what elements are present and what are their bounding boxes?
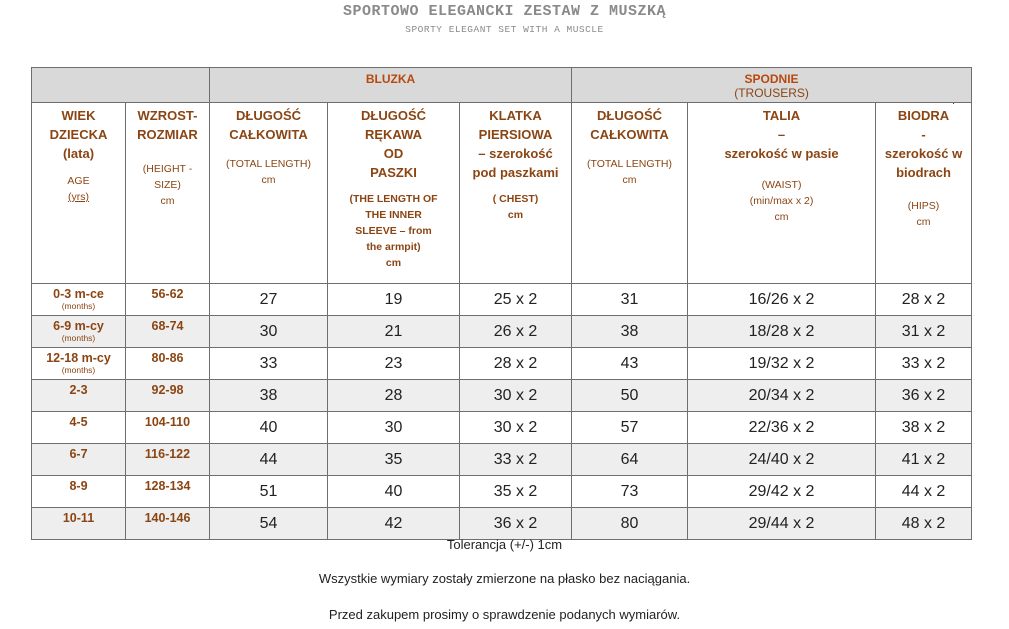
header-height-l2: ROZMIAR [137, 127, 198, 142]
header-trousers-length-s1: (TOTAL LENGTH) [587, 158, 673, 170]
hips-cell: 41 x 2 [876, 444, 972, 476]
header-sleeve-s3: SLEEVE – from [355, 225, 432, 237]
hips-cell: 48 x 2 [876, 508, 972, 540]
chest-cell: 33 x 2 [460, 444, 572, 476]
header-waist-l3: szerokość w pasie [724, 146, 839, 161]
header-height-s1: (HEIGHT - [142, 163, 193, 175]
height-value: 140-146 [144, 511, 191, 525]
header-sleeve-l4: PASZKI [370, 165, 417, 180]
header-hips-s2: cm [916, 216, 931, 228]
trousers-length-cell: 80 [572, 508, 688, 540]
chest-cell: 28 x 2 [460, 348, 572, 380]
table-row [32, 444, 972, 476]
size-table [31, 67, 972, 540]
header-trousers-length-l2: CAŁKOWITA [590, 127, 669, 142]
sleeve-cell: 23 [328, 348, 460, 380]
chest-cell: 35 x 2 [460, 476, 572, 508]
age-value: 6-9 m-cy [53, 319, 104, 333]
header-hips [876, 103, 972, 284]
height-value: 56-62 [151, 287, 184, 301]
header-total-length-s2: cm [261, 174, 276, 186]
header-age-s1: AGE [67, 175, 90, 187]
header-chest-l1: KLATKA [489, 108, 542, 123]
age-cell [32, 380, 126, 412]
trousers-length-cell: 38 [572, 316, 688, 348]
age-cell [32, 316, 126, 348]
height-cell [126, 508, 210, 540]
sleeve-cell: 42 [328, 508, 460, 540]
age-note: (months) [61, 365, 96, 375]
header-hips-l4: biodrach [896, 165, 951, 180]
header-height-l1: WZROST- [137, 108, 198, 123]
header-height [126, 103, 210, 284]
hips-cell: 31 x 2 [876, 316, 972, 348]
group-spodnie-sub: (TROUSERS) [734, 86, 809, 100]
height-cell [126, 316, 210, 348]
header-trousers-length [572, 103, 688, 284]
age-value: 2-3 [69, 383, 88, 397]
sleeve-cell: 19 [328, 284, 460, 316]
header-sleeve-s2: THE INNER [365, 209, 422, 221]
header-waist-l2: – [777, 127, 786, 142]
total-length-cell: 51 [210, 476, 328, 508]
group-header-empty [32, 68, 210, 103]
group-header-row [32, 68, 972, 103]
waist-cell: 20/34 x 2 [688, 380, 876, 412]
header-age-l3: (lata) [62, 146, 95, 161]
header-waist-l1: TALIA [762, 108, 801, 123]
table-row [32, 316, 972, 348]
height-value: 104-110 [144, 415, 191, 429]
height-cell [126, 284, 210, 316]
header-total-length-s1: (TOTAL LENGTH) [226, 158, 311, 170]
trousers-length-cell: 57 [572, 412, 688, 444]
age-note: (months) [61, 301, 96, 311]
header-age-l2: DZIECKA [49, 127, 108, 142]
age-cell [32, 412, 126, 444]
total-length-cell: 30 [210, 316, 328, 348]
header-height-s2: SIZE) [154, 179, 181, 191]
chest-cell: 30 x 2 [460, 380, 572, 412]
table-row [32, 284, 972, 316]
total-length-cell: 44 [210, 444, 328, 476]
trousers-length-cell: 43 [572, 348, 688, 380]
height-cell [126, 412, 210, 444]
group-header-bluzka [210, 68, 572, 103]
trousers-length-cell: 50 [572, 380, 688, 412]
age-value: 0-3 m-ce [53, 287, 104, 301]
chest-cell: 26 x 2 [460, 316, 572, 348]
age-cell [32, 476, 126, 508]
header-chest-s2: cm [507, 209, 524, 221]
age-note: (months) [61, 333, 96, 343]
header-total-length [210, 103, 328, 284]
check-note: Przed zakupem prosimy o sprawdzenie podanych wymiarów. [328, 607, 681, 622]
waist-cell: 22/36 x 2 [688, 412, 876, 444]
waist-cell: 16/26 x 2 [688, 284, 876, 316]
age-value: 8-9 [69, 479, 88, 493]
header-chest-l3: – szerokość [478, 146, 553, 161]
sleeve-cell: 21 [328, 316, 460, 348]
table-row [32, 508, 972, 540]
height-value: 92-98 [151, 383, 184, 397]
header-age-s2: (yrs) [68, 191, 89, 203]
age-cell [32, 444, 126, 476]
waist-cell: 18/28 x 2 [688, 316, 876, 348]
sleeve-cell: 40 [328, 476, 460, 508]
age-cell [32, 348, 126, 380]
total-length-cell: 38 [210, 380, 328, 412]
header-hips-s1: (HIPS) [907, 200, 940, 212]
total-length-cell: 27 [210, 284, 328, 316]
tolerance-note: Tolerancja (+/-) 1cm [446, 537, 563, 552]
header-total-length-l1: DŁUGOŚĆ [236, 108, 301, 123]
waist-cell: 19/32 x 2 [688, 348, 876, 380]
hips-cell: 44 x 2 [876, 476, 972, 508]
header-total-length-l2: CAŁKOWITA [229, 127, 308, 142]
total-length-cell: 54 [210, 508, 328, 540]
height-value: 80-86 [151, 351, 184, 365]
height-value: 128-134 [144, 479, 191, 493]
group-bluzka-label: BLUZKA [365, 72, 416, 86]
header-sleeve-s4: the armpit) [366, 241, 421, 253]
header-sleeve-s5: cm [385, 257, 402, 269]
height-cell [126, 348, 210, 380]
header-trousers-length-s2: cm [622, 174, 637, 186]
total-length-cell: 33 [210, 348, 328, 380]
header-sleeve-l1: DŁUGOŚĆ [361, 108, 426, 123]
height-cell [126, 380, 210, 412]
group-header-spodnie [572, 68, 972, 103]
header-waist-s1: (WAIST) [761, 179, 802, 191]
hips-cell: 38 x 2 [876, 412, 972, 444]
header-hips-l1: BIODRA [897, 108, 950, 123]
header-sleeve-s1: (THE LENGTH OF [349, 193, 438, 205]
header-sleeve [328, 103, 460, 284]
waist-cell: 24/40 x 2 [688, 444, 876, 476]
header-hips-l3: szerokość w [884, 146, 963, 161]
height-value: 68-74 [151, 319, 184, 333]
header-waist [688, 103, 876, 284]
chest-cell: 30 x 2 [460, 412, 572, 444]
age-value: 4-5 [69, 415, 88, 429]
chest-cell: 36 x 2 [460, 508, 572, 540]
header-trousers-length-l1: DŁUGOŚĆ [597, 108, 663, 123]
age-cell [32, 508, 126, 540]
page-subtitle: SPORTY ELEGANT SET WITH A MUSCLE [405, 24, 604, 35]
sleeve-cell: 35 [328, 444, 460, 476]
header-sleeve-l2: RĘKAWA [364, 127, 423, 142]
header-age [32, 103, 126, 284]
size-rows [32, 284, 972, 540]
waist-cell: 29/44 x 2 [688, 508, 876, 540]
height-value: 116-122 [144, 447, 191, 461]
header-chest-l4: pod paszkami [472, 165, 559, 180]
header-chest-s1: ( CHEST) [492, 193, 539, 205]
height-cell [126, 444, 210, 476]
header-chest-l2: PIERSIOWA [478, 127, 553, 142]
trousers-length-cell: 64 [572, 444, 688, 476]
table-row [32, 380, 972, 412]
waist-cell: 29/42 x 2 [688, 476, 876, 508]
column-header-row [32, 103, 972, 284]
page-title: SPORTOWO ELEGANCKI ZESTAW Z MUSZKĄ [342, 3, 667, 20]
header-waist-s3: cm [774, 211, 789, 223]
table-row [32, 476, 972, 508]
age-value: 12-18 m-cy [46, 351, 111, 365]
hips-cell: 28 x 2 [876, 284, 972, 316]
hips-cell: 36 x 2 [876, 380, 972, 412]
header-waist-s2: (min/max x 2) [749, 195, 814, 207]
age-cell [32, 284, 126, 316]
header-hips-l2: - [921, 127, 926, 142]
table-row [32, 412, 972, 444]
header-height-s3: cm [160, 195, 175, 207]
group-spodnie-label: SPODNIE [744, 72, 799, 86]
trousers-length-cell: 31 [572, 284, 688, 316]
chest-cell: 25 x 2 [460, 284, 572, 316]
trousers-length-cell: 73 [572, 476, 688, 508]
header-chest [460, 103, 572, 284]
total-length-cell: 40 [210, 412, 328, 444]
age-value: 6-7 [69, 447, 88, 461]
header-age-l1: WIEK [61, 108, 96, 123]
measure-note: Wszystkie wymiary zostały zmierzone na płasko bez naciągania. [318, 571, 691, 586]
sleeve-cell: 30 [328, 412, 460, 444]
hips-cell: 33 x 2 [876, 348, 972, 380]
header-sleeve-l3: OD [383, 146, 404, 161]
table-row [32, 348, 972, 380]
height-cell [126, 476, 210, 508]
age-value: 10-11 [62, 511, 95, 525]
sleeve-cell: 28 [328, 380, 460, 412]
